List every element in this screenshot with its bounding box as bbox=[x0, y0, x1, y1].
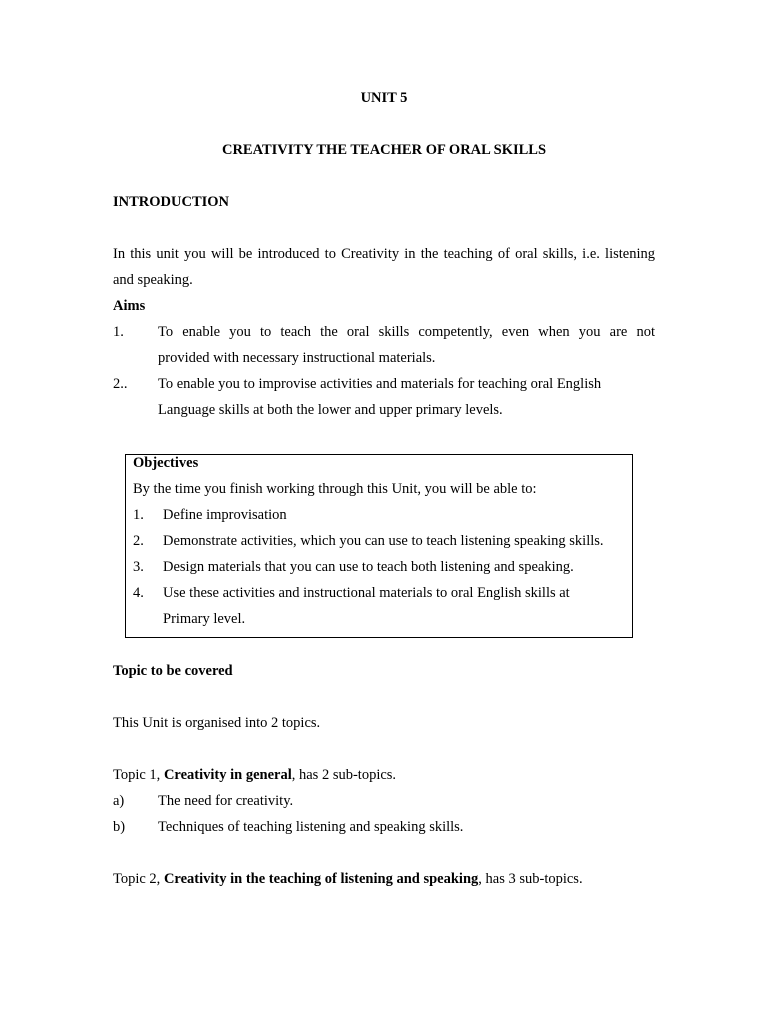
objectives-heading: Objectives bbox=[133, 455, 199, 471]
subtopic-label: b) bbox=[113, 819, 126, 835]
objective-number: 1. bbox=[133, 507, 144, 523]
topics-heading: Topic to be covered bbox=[113, 663, 233, 679]
objective-text-continued: Primary level. bbox=[163, 611, 246, 627]
subtopic-label: a) bbox=[113, 793, 125, 809]
topic2-line bbox=[113, 871, 583, 888]
topic1-name: Creativity in general bbox=[163, 767, 292, 783]
introduction-text-line1: In this unit you will be introduced to Creativity in the teaching of oral skills, i.e. listening bbox=[113, 246, 655, 262]
objective-text: Demonstrate activities, which you can use to teach listening speaking skills. bbox=[163, 533, 604, 549]
topic2-name: Creativity in the teaching of listening and speaking bbox=[163, 871, 479, 887]
aim-text-line1: To enable you to improvise activities and materials for teaching oral English bbox=[158, 376, 602, 392]
topic1-suffix: , has 2 sub-topics. bbox=[291, 767, 397, 783]
aim-text-line1: To enable you to teach the oral skills competently, even when you are not bbox=[158, 324, 655, 340]
objective-number: 2. bbox=[133, 533, 144, 549]
objective-text: Define improvisation bbox=[163, 507, 287, 523]
subtopic-text: Techniques of teaching listening and speaking skills. bbox=[158, 819, 464, 835]
objective-number: 4. bbox=[133, 585, 144, 601]
aim-text-line2: Language skills at both the lower and upper primary levels. bbox=[158, 402, 503, 418]
subtopic-text: The need for creativity. bbox=[158, 793, 294, 809]
introduction-text-line2: and speaking. bbox=[113, 272, 193, 288]
topic1-prefix: Topic 1, bbox=[113, 767, 164, 783]
introduction-heading: INTRODUCTION bbox=[113, 194, 230, 210]
objectives-intro: By the time you finish working through this Unit, you will be able to: bbox=[133, 481, 537, 497]
objective-text: Use these activities and instructional materials to oral English skills at bbox=[163, 585, 570, 601]
unit-subtitle: CREATIVITY THE TEACHER OF ORAL SKILLS bbox=[221, 142, 547, 158]
objective-text: Design materials that you can use to teach both listening and speaking. bbox=[163, 559, 574, 575]
topic2-prefix: Topic 2, bbox=[113, 871, 164, 887]
unit-title: UNIT 5 bbox=[360, 90, 408, 106]
aims-heading: Aims bbox=[113, 298, 146, 314]
aim-number: 2.. bbox=[113, 376, 128, 392]
topic2-suffix: , has 3 sub-topics. bbox=[478, 871, 583, 887]
aim-number: 1. bbox=[113, 324, 124, 340]
topic1-line bbox=[113, 767, 396, 784]
topics-summary: This Unit is organised into 2 topics. bbox=[113, 715, 321, 731]
aim-text-line2: provided with necessary instructional materials. bbox=[158, 350, 436, 366]
objective-number: 3. bbox=[133, 559, 144, 575]
